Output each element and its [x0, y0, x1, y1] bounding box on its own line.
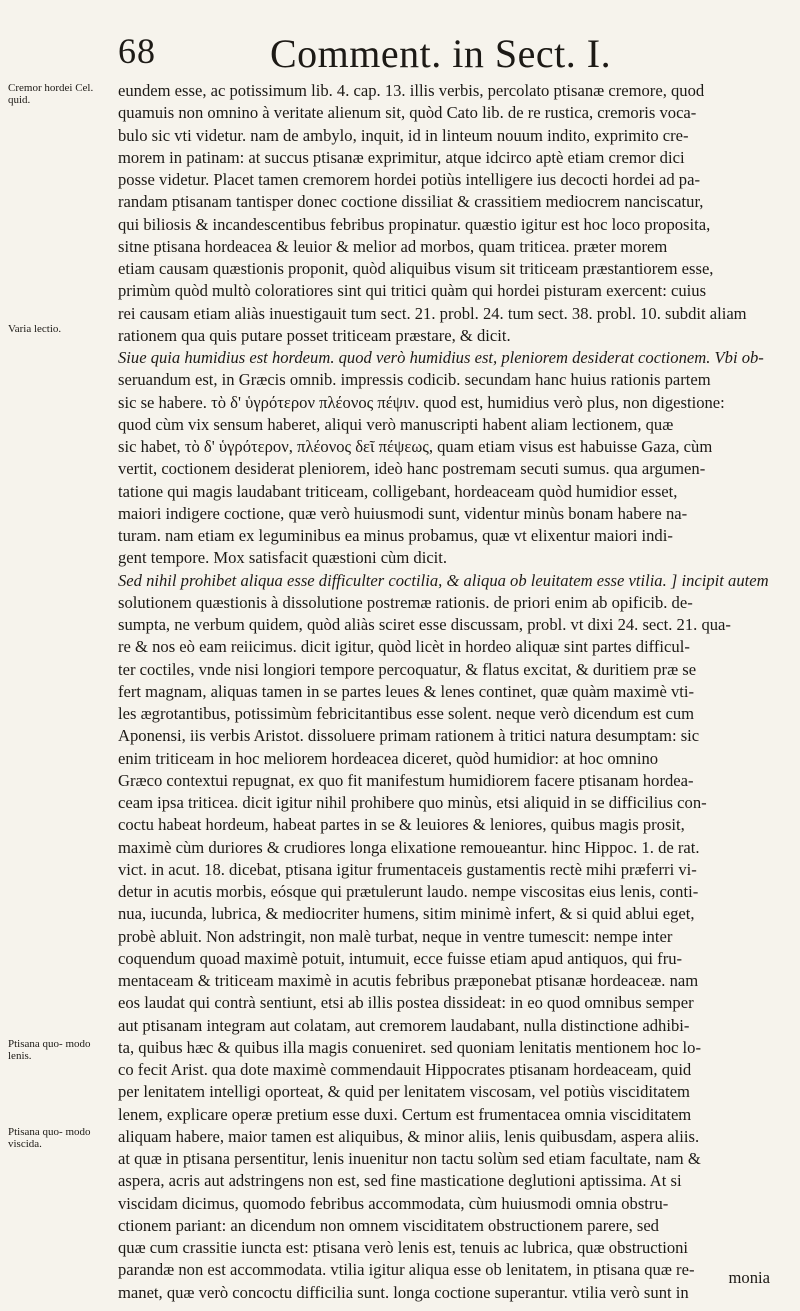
text-line: fert magnam, aliquas tamen in se partes leues & lenes continet, quæ quàm maximè vti- — [118, 681, 695, 701]
text-line: les ægrotantibus, potissimùm febricitantibus esse solent. neque verò dicendum est cum — [118, 704, 695, 723]
marginal-note-cremor: Cremor hordei Cel. quid. — [8, 82, 94, 106]
text-line: bulo sic vti videtur. nam de ambylo, inquit, id in linteum nouum indito, exprimito cre- — [118, 125, 689, 145]
text-line: randam ptisanam tantisper donec coctione dissiliat & crassitiem mediocrem nanciscatur, — [118, 192, 704, 212]
text-line: eos laudat qui contrà sentiunt, etsi ab illis postea dissideat: in eo quod omnibus semper — [118, 993, 694, 1013]
text-line: coquendum quoad maximè potuit, intumuit, ecce fuisse etiam apud antiquos, qui fru- — [118, 948, 683, 968]
text-line: ceam ipsa triticea. dicit igitur nihil prohibere quo minùs, etsi aliquid in se difficilius con- — [118, 793, 707, 812]
text-line: sic se habere. τὸ δ' ὑγρότερον πλέονος πέψιν. quod est, humidius verò plus, non digestione: — [118, 392, 725, 412]
text-line: quæ cum crassitie iuncta est: ptisana verò lenis est, tenuis ac lubrica, quæ obstructioni — [118, 1238, 689, 1257]
text-line: quamuis non omnino à veritate alienum sit, quòd Cato lib. de re rustica, cremoris voca- — [118, 103, 697, 123]
text-line: gent tempore. Mox satisfacit quæstioni cùm dicit. — [118, 548, 448, 568]
lemma-line: Sed nihil prohibet aliqua esse difficulter coctilia, & aliqua ob leuitatem esse vtilia. ] incipit autem — [118, 570, 769, 590]
marginal-note-ptisana-lenis: Ptisana quo- modo lenis. — [8, 1038, 91, 1062]
text-line: aut ptisanam integram aut colatam, aut cremorem laudabant, nulla distinctione adhibi- — [118, 1015, 690, 1035]
text-line: sic habet, τὸ δ' ὑγρότερον, πλέονος δεῖ πέψεως, quam etiam visus est habuisse Gaza, cùm — [118, 437, 713, 456]
running-head: Comment. in Sect. I. — [270, 31, 612, 76]
marginal-note-varia-lectio: Varia lectio. — [8, 323, 62, 335]
text-line: ta, quibus hæc & quibus illa magis conueniret. sed quoniam lenitatis mentionem hoc lo- — [118, 1037, 701, 1057]
body-text — [118, 80, 778, 1304]
page-number: 68 — [118, 31, 156, 71]
text-line: quod cùm vix sensum haberet, aliqui verò manuscripti habent aliam lectionem, quæ — [118, 414, 674, 434]
text-line: sumpta, ne verbum quidem, quòd aliàs sciret esse discussam, probl. vt dixi 24. sect. 21. qua- — [118, 615, 731, 634]
text-line: mentaceam & triticeam maximè in acutis febribus præponebat ptisanæ hordeaceæ. nam — [118, 971, 699, 990]
text-line: aliquam habere, maior tamen est aliquibus, & minor aliis, lenis quibusdam, aspera aliis. — [118, 1126, 700, 1146]
text-line: Aponensi, iis verbis Aristot. dissoluere primam rationem à tritici natura desumptam: sic — [118, 726, 700, 746]
lemma-line: Siue quia humidius est hordeum. quod verò humidius est, pleniorem desiderat coctionem. Vbi ob- — [118, 348, 764, 367]
text-line: vict. in acut. 18. dicebat, ptisana igitur frumentaceis gustamentis rectè mihi præferri vi- — [118, 859, 697, 879]
text-line: maiori indigere coctione, quæ verò huiusmodi sunt, videntur minùs bonam habere na- — [118, 503, 688, 523]
text-line: probè abluit. Non adstringit, non malè turbat, neque in ventre tumescit: nempe inter — [118, 926, 673, 946]
text-line: eundem esse, ac potissimum lib. 4. cap. 13. illis verbis, percolato ptisanæ cremore, quod — [118, 81, 705, 100]
text-line: nua, iucunda, lubrica, & mediocriter humens, sitim minimè infert, & si quid ablui eget, — [118, 904, 695, 924]
text-line: qui biliosis & incandescentibus febribus propinatur. quæstio igitur est hoc loco proposita, — [118, 214, 711, 234]
text-line: ter coctiles, vnde nisi longiori tempore percoquatur, & flatus excitat, & duritiem præ se — [118, 659, 697, 679]
text-line: per lenitatem intelligi oporteat, & quid per lenitatem viscosam, vel potiùs visciditatem — [118, 1082, 690, 1102]
catchword: monia — [728, 1268, 770, 1287]
text-line: etiam causam quæstionis proponit, quòd aliquibus visum sit triticeam præstantiorem esse, — [118, 259, 714, 278]
text-line: enim triticeam in hoc meliorem hordeacea diceret, quòd humidior: at hoc omnino — [118, 748, 659, 768]
text-line: manet, quæ verò concoctu difficilia sunt. longa coctione superantur. vtilia verò sunt in — [118, 1282, 689, 1302]
text-line: co fecit Arist. qua dote maximè commendauit Hippocrates ptisanam hordeaceam, quid — [118, 1060, 692, 1079]
text-line: detur in acutis morbis, eósque qui prætulerunt laudo. nempe viscositas eius lenis, conti- — [118, 882, 699, 901]
text-line: Græco contextui repugnat, ex quo fit manifestum humidiorem facere ptisanam hordea- — [118, 770, 694, 790]
text-line: maximè cùm duriores & crudiores longa elixatione remoueantur. hinc Hippoc. 1. de rat. — [118, 837, 700, 857]
text-line: sitne ptisana hordeacea & leuior & melior ad morbos, quam triticea. præter morem — [118, 236, 668, 256]
text-line: ctionem pariant: an dicendum non omnem visciditatem obstructionem parere, sed — [118, 1215, 659, 1235]
marginal-note-ptisana-viscida: Ptisana quo- modo viscida. — [8, 1126, 91, 1150]
text-line: seruandum est, in Græcis omnib. impressis codicib. secundam hanc huius rationis partem — [118, 370, 711, 390]
text-line: at quæ in ptisana persentitur, lenis inuenitur non tactu solùm sed etiam facultate, nam & — [118, 1149, 701, 1168]
text-line: solutionem quæstionis à dissolutione postremæ rationis. de priori enim ab opificib. de- — [118, 592, 693, 612]
text-line: turam. nam etiam ex leguminibus ea minus probamus, quæ vt elixentur maiori indi- — [118, 526, 673, 545]
text-line: morem in patinam: at succus ptisanæ exprimitur, atque idcirco aptè etiam cremor dici — [118, 147, 685, 167]
text-line: posse videtur. Placet tamen cremorem hordei potiùs intelligere ius decocti hordei ad pa- — [118, 170, 700, 189]
text-line: viscidam dicimus, quomodo febribus accommodata, cùm huiusmodi omnia obstru- — [118, 1193, 669, 1213]
text-line: rei causam etiam aliàs inuestigauit tum sect. 21. probl. 24. tum sect. 38. probl. 10. subdit aliam — [118, 303, 747, 323]
text-line: lenem, explicare operæ pretium esse duxi. Certum est frumentacea omnia visciditatem — [118, 1104, 692, 1124]
text-line: parandæ non est accommodata. vtilia igitur aliqua esse ob lenitatem, in ptisana quæ re- — [118, 1260, 695, 1280]
text-line: tatione qui magis laudabant triticeam, colligebant, hordeaceam quòd humidior esset, — [118, 481, 678, 501]
text-line: primùm quòd multò coloratiores sint qui tritici quàm qui hordei pisturam exercent: cuius — [118, 281, 707, 301]
text-line: re & nos eò eam reiicimus. dicit igitur, quòd licèt in hordeo aliquæ sint partes difficul- — [118, 637, 690, 657]
text-line: coctu habeat hordeum, habeat partes in se & leuiores & leniores, quibus magis prosit, — [118, 815, 685, 835]
text-line: aspera, acris aut adstringens non est, sed fine masticatione deglutioni aptissima. At si — [118, 1171, 682, 1191]
text-line: vertit, coctionem desiderat pleniorem, ideò hanc postremam secuti sumus. qua argumen- — [118, 459, 706, 479]
text-line: rationem qua quis putare posset triticeam præstare, & dicit. — [118, 325, 511, 345]
page-header — [118, 30, 758, 78]
